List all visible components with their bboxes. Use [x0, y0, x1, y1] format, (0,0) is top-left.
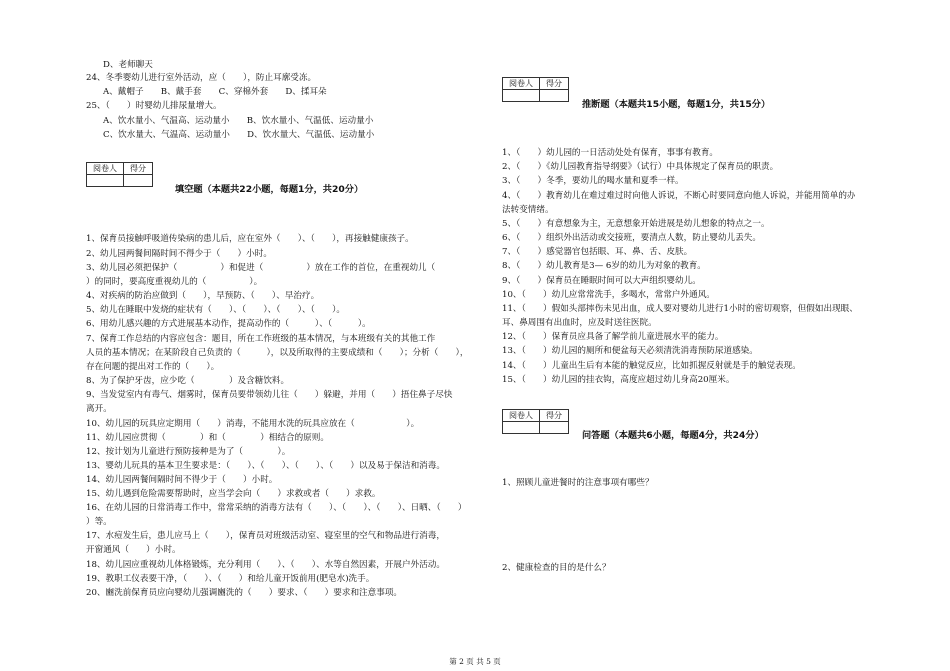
judge-q13: 13、（ ）幼儿园的厕所和便盆每天必须清洗消毒预防尿道感染。 — [502, 346, 758, 356]
fill-q3-cont: ）的同时，要高度重视幼儿的（ ）。 — [86, 277, 263, 287]
fill-q6: 6、用幼儿感兴趣的方式进展基本动作，提高动作的（ ）、（ ）。 — [86, 319, 371, 329]
fill-q3: 3、幼儿园必须把保护（ ）和促进（ ）放在工作的首位，在重视幼儿（ — [86, 263, 436, 273]
fill-q13: 13、婴幼儿玩具的基本卫生要求是：（ ）、（ ）、（ ）、（ ）以及易于保洁和消毒。 — [86, 461, 445, 471]
judge-q6: 6、（ ）组织外出活动或交接班，要清点人数，防止婴幼儿丢失。 — [502, 233, 761, 243]
judge-q4-cont: 法转变情绪。 — [502, 205, 554, 215]
fill-q14: 14、幼儿园两餐间隔时间不得少于（ ）小时。 — [86, 475, 278, 485]
question-25-options-cd: C、饮水量大、气温高、运动量小 D、饮水量大、气温低、运动量小 — [103, 130, 375, 140]
judge-q15: 15、（ ）幼儿园的挂衣钩，高度应超过幼儿身高20厘米。 — [502, 375, 735, 385]
judge-q8: 8、（ ）幼儿教育是3— 6岁的幼儿为对象的教育。 — [502, 261, 706, 271]
judge-q10: 10、（ ）幼儿应常常洗手，多喝水，常常户外通风。 — [502, 290, 715, 300]
score-cell[interactable] — [540, 90, 569, 102]
judge-q11-cont: 耳、鼻周围有出血时，应及时送往医院。 — [502, 318, 657, 328]
question-25: 25、（ ）时婴幼儿排尿量增大。 — [86, 101, 222, 111]
section-title-judge: 推断题（本题共15小题，每题1分，共15分） — [582, 99, 771, 110]
judge-q4: 4、（ ）教育幼儿在难过难过时向他人诉说，不断心时要同意向他人诉说，并能用简单的办 — [502, 191, 856, 201]
judge-q5: 5、（ ）有意想象为主，无意想象开始进展是幼儿想象的特点之一。 — [502, 219, 770, 229]
question-25-options-ab: A、饮水量小、气温高、运动量小 B、饮水量小、气温低、运动量小 — [103, 116, 374, 126]
fill-q8: 8、为了保护牙齿，应少吃（ ）及含糖饮料。 — [86, 376, 290, 386]
score-label: 得分 — [540, 410, 569, 422]
score-cell[interactable] — [124, 175, 153, 187]
fill-q2: 2、幼儿园两餐间隔时间不得少于（ ）小时。 — [86, 249, 272, 259]
fill-q12: 12、按计划为儿童进行预防接种是为了（ ）。 — [86, 447, 291, 457]
option-d-line: D、老师聊天 — [103, 60, 153, 70]
score-label: 得分 — [124, 163, 153, 175]
score-box-judge — [502, 77, 569, 102]
section-title-qa: 问答题（本题共6小题，每题4分，共24分） — [582, 430, 764, 441]
page-number: 第 2 页 共 5 页 — [449, 657, 501, 666]
judge-q7: 7、（ ）感觉器官包括眼、耳、鼻、舌、皮肤。 — [502, 247, 693, 257]
qa-q1: 1、照顾儿童进餐时的注意事项有哪些？ — [502, 478, 654, 488]
judge-q9: 9、（ ）保育员在睡眠时间可以大声组织婴幼儿。 — [502, 276, 701, 286]
qa-q2: 2、健康检查的目的是什么？ — [502, 563, 611, 573]
fill-q7-cont1: 人员的基本情况；在某阶段自己负责的（ ），以及所取得的主要成绩和（ ）；分析（ ）， — [86, 348, 469, 358]
fill-q4: 4、对疾病的防治应做到（ ），早预防、（ ）、早治疗。 — [86, 291, 320, 301]
fill-q19: 19、教职工仪表要干净，（ ）、（ ）和给儿童开饭前用(肥皂水)洗手。 — [86, 574, 375, 584]
score-cell[interactable] — [540, 422, 569, 434]
grader-cell[interactable] — [503, 422, 540, 434]
fill-q16-cont: ）等。 — [86, 517, 112, 527]
score-box-fill — [86, 162, 153, 187]
fill-q9-cont: 离开。 — [86, 404, 112, 414]
grader-cell[interactable] — [503, 90, 540, 102]
fill-q20: 20、豳洗前保育员应向婴幼儿强调豳洗的（ ）要求、（ ）要求和注意事项。 — [86, 588, 403, 598]
judge-q14: 14、（ ）儿童出生后有本能的触觉反应，比如抓握反射就是手的触觉表现。 — [502, 361, 801, 371]
grader-label: 阅卷人 — [503, 410, 540, 422]
question-24: 24、冬季婴幼儿进行室外活动，应（ ），防止耳廓受冻。 — [86, 73, 317, 83]
fill-q1: 1、保育员接触呼吸道传染病的患儿后，应在室外（ ）、（ ），再接触健康孩子。 — [86, 234, 414, 244]
judge-q1: 1、（ ）幼儿园的一日活动处处有保育，事事有教育。 — [502, 148, 719, 158]
fill-q9: 9、当发觉室内有毒气、烟雾时，保育员要带领幼儿往（ ）躲避，并用（ ）捂住鼻子尽快 — [86, 390, 453, 400]
fill-q17: 17、水痘发生后，患儿应马上（ ），保育员对班级活动室、寝室里的空气和物品进行消毒， — [86, 531, 445, 541]
grader-label: 阅卷人 — [503, 78, 540, 90]
score-label: 得分 — [540, 78, 569, 90]
judge-q3: 3、（ ）冬季，要幼儿的喝水量和夏季一样。 — [502, 176, 684, 186]
fill-q10: 10、幼儿园的玩具应定期用（ ）消毒，不能用水洗的玩具应放在（ ）。 — [86, 419, 420, 429]
grader-label: 阅卷人 — [87, 163, 124, 175]
grader-cell[interactable] — [87, 175, 124, 187]
fill-q15: 15、幼儿遇到危险需要帮助时，应当学会向（ ）求救或者（ ）求救。 — [86, 489, 381, 499]
fill-q16: 16、在幼儿园的日常消毒工作中，常常采纳的消毒方法有（ ）、（ ）、（ ）、日晒、（ ） — [86, 503, 467, 513]
fill-q18: 18、幼儿园应重视幼儿体格锻炼，充分利用（ ）、（ ）、水等自然因素，开展户外活动。 — [86, 560, 445, 570]
fill-q7-cont2: 存在问题的提出对工作的（ ）。 — [86, 362, 220, 372]
fill-q5: 5、幼儿在睡眠中发烧的症状有（ ）、（ ）、（ ）、（ ）。 — [86, 305, 345, 315]
judge-q12: 12、（ ）保育员应具备了解学前儿童进展水平的能力。 — [502, 332, 724, 342]
judge-q11: 11、（ ）假如头部摔伤未见出血，成人要对婴幼儿进行1小时的密切观察，但假如出现眼、 — [502, 304, 858, 314]
judge-q2: 2、（ ）《幼儿园教育指导纲要》（试行）中具体规定了保育员的职责。 — [502, 162, 779, 172]
section-title-fill-blank: 填空题（本题共22小题，每题1分，共20分） — [175, 184, 364, 195]
fill-q11: 11、幼儿园应贯彻（ ）和（ ）相结合的原则。 — [86, 433, 329, 443]
fill-q7: 7、保育工作总结的内容应包含：题目，所在工作班级的基本情况，与本班级有关的其他工作 — [86, 334, 436, 344]
score-box-qa — [502, 409, 569, 434]
fill-q17-cont: 开窗通风（ ）小时。 — [86, 545, 181, 555]
question-24-options: A、戴帽子 B、戴手套 C、穿棉外套 D、揉耳朵 — [103, 87, 327, 97]
